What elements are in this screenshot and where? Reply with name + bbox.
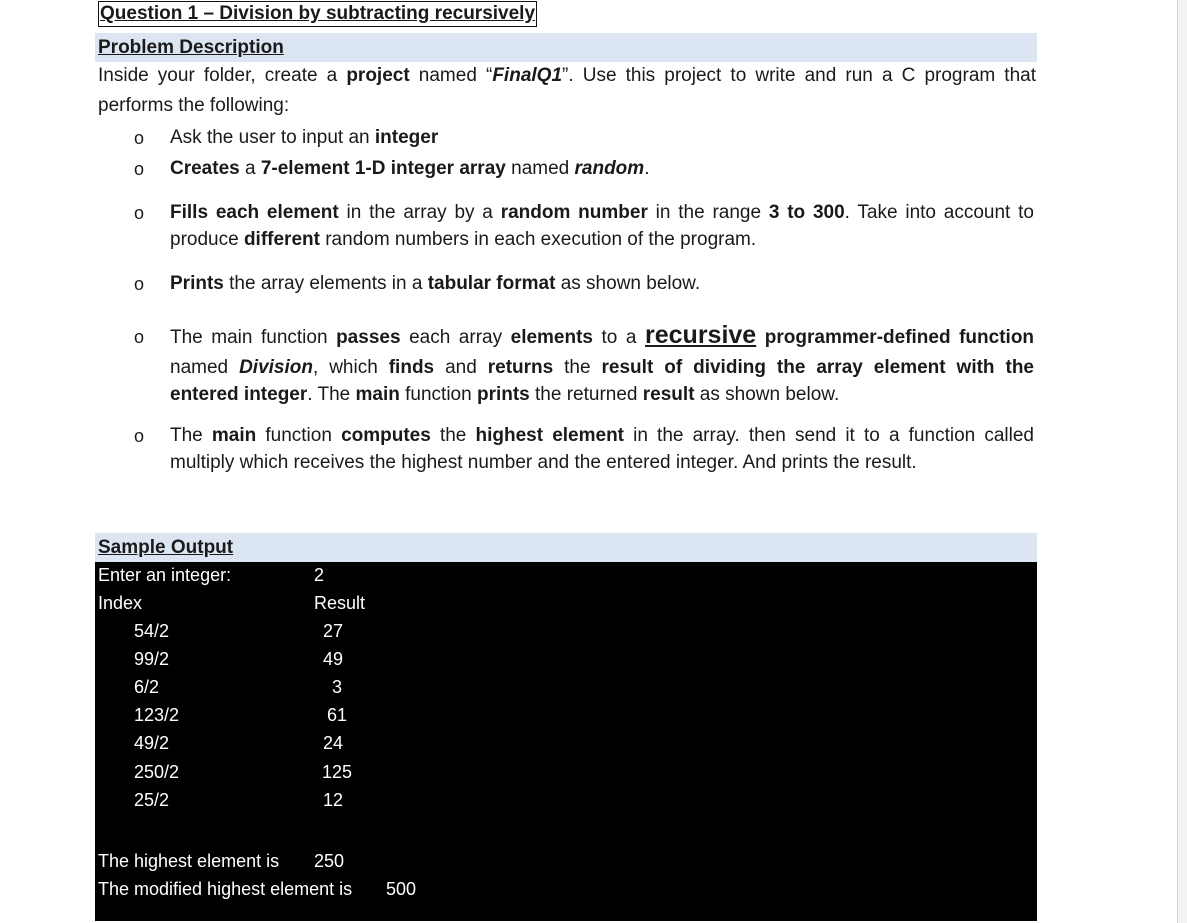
intro-paragraph: Inside your folder, create a project named “FinalQ1”. Use this project to write and run a C program that performs the following: [98, 65, 1037, 116]
table-row-result: 61 [327, 705, 348, 725]
table-row-result: 27 [323, 621, 344, 641]
table-row-index: 123/2 [134, 705, 180, 725]
table-row-result: 3 [332, 677, 343, 697]
sample-heading: Sample Output [98, 537, 234, 558]
table-row-index: 54/2 [134, 621, 170, 641]
table-row-result: 12 [323, 790, 344, 810]
modified-value: 500 [386, 879, 417, 899]
highest-value: 250 [314, 851, 345, 871]
table-row-index: 25/2 [134, 790, 170, 810]
list-item: Prints the array elements in a tabular format as shown below. [170, 273, 701, 294]
table-row-result: 125 [322, 762, 353, 782]
list-item: Fills each element in the array by a random number in the range 3 to 300. Take into account to produce different random numbers in each execution of the program. [170, 202, 1034, 250]
question-title: Question 1 – Division by subtracting recursively [98, 1, 537, 27]
list-item: Creates a 7-element 1-D integer array named random. [170, 158, 650, 179]
bullet-marker: o [134, 203, 145, 223]
list-item: Ask the user to input an integer [170, 127, 439, 148]
bullet-marker: o [134, 159, 145, 179]
column-header-result: Result [314, 593, 366, 613]
prompt-label: Enter an integer: [98, 565, 232, 585]
table-row-index: 250/2 [134, 762, 180, 782]
bullet-marker: o [134, 426, 145, 446]
modified-label: The modified highest element is [98, 879, 353, 899]
problem-heading: Problem Description [98, 37, 284, 58]
side-margin-pane [1178, 0, 1187, 923]
bullet-marker: o [134, 128, 145, 148]
table-row-index: 6/2 [134, 677, 160, 697]
table-row-index: 99/2 [134, 649, 170, 669]
table-row-index: 49/2 [134, 733, 170, 753]
prompt-value: 2 [314, 565, 325, 585]
highest-label: The highest element is [98, 851, 280, 871]
list-item: The main function passes each array elements to a recursive programmer-defined function named Division, which finds and returns the result of dividing the array element with the entered integer. The main function prints the returned result as shown below. [170, 321, 1035, 405]
sample-heading-band [95, 533, 1037, 562]
bullet-marker: o [134, 327, 145, 347]
table-row-result: 24 [323, 733, 344, 753]
list-item: The main function computes the highest element in the array. then send it to a function called multiply which receives the highest number and the entered integer. And prints the result. [170, 425, 1034, 473]
bullet-marker: o [134, 274, 145, 294]
table-row-result: 49 [323, 649, 344, 669]
column-header-index: Index [98, 593, 143, 613]
